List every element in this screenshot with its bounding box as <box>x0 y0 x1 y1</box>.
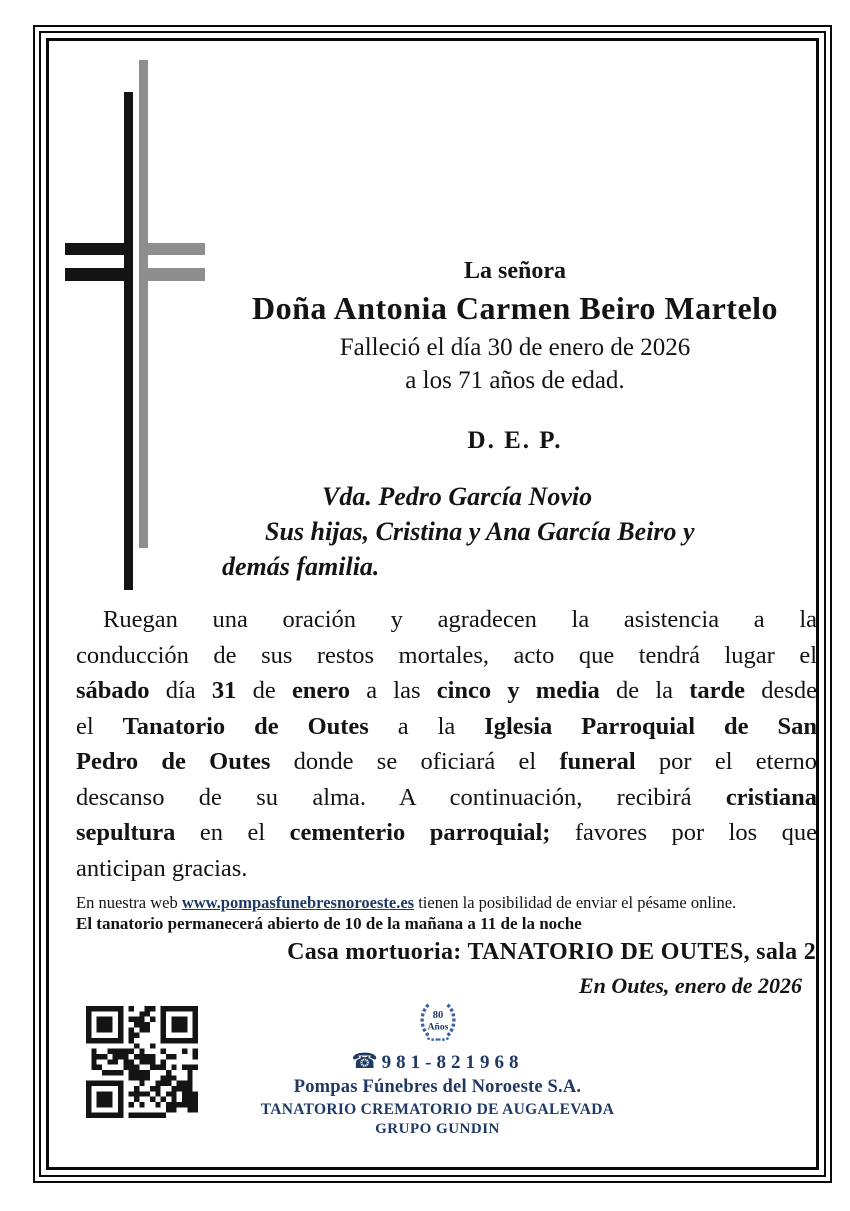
age-line: a los 71 años de edad. <box>405 367 625 394</box>
company-name: Pompas Fúnebres del Noroeste S.A. <box>293 1077 582 1097</box>
paragraph-line: el Tanatorio de Outes a la Iglesia Parroquial de San <box>76 712 817 740</box>
phone-number: 981-821968 <box>381 1052 524 1073</box>
anniversary-wreath-icon <box>412 1000 464 1042</box>
badge-label-text: Años <box>427 1021 448 1033</box>
widow-line: Vda. Pedro García Novio <box>322 482 593 511</box>
header-block <box>215 256 815 455</box>
announcement-paragraph <box>76 602 817 886</box>
daughters-line: Sus hijas, Cristina y Ana García Beiro y <box>265 517 695 546</box>
family-block <box>222 479 818 584</box>
crematorium-line: TANATORIO CREMATORIO DE AUGALEVADA <box>260 1101 615 1118</box>
cross-black-vertical <box>124 92 133 590</box>
paragraph-line: sábado día 31 de enero a las cinco y media de la tarde desde <box>76 677 818 704</box>
deceased-honorific: La señora <box>464 258 566 284</box>
phone-line <box>235 1049 640 1074</box>
web-notice-post: tienen la posibilidad de enviar el pésame online. <box>414 893 737 912</box>
mortuary-line: Casa mortuoria: TANATORIO DE OUTES, sala 2 <box>287 939 816 965</box>
cross-gray-vertical <box>139 60 148 548</box>
cross-black-crossbar-bottom <box>65 268 133 281</box>
paragraph-line: Pedro de Outes donde se oficiará el funeral por el eterno <box>76 748 817 775</box>
qr-code <box>86 1006 198 1118</box>
paragraph-line: anticipan gracias. <box>76 854 248 882</box>
web-notice-line <box>76 892 818 913</box>
dep-abbreviation: D. E. P. <box>467 427 563 454</box>
paragraph-line: conducción de sus restos mortales, acto que tendrá lugar el <box>76 641 817 669</box>
group-line: GRUPO GUNDIN <box>375 1121 500 1137</box>
phone-icon: ☎ <box>351 1049 378 1073</box>
paragraph-line: descanso de su alma. A continuación, recibirá cristiana <box>76 783 817 811</box>
cross-gray-crossbar-bottom <box>141 268 205 281</box>
pesame-web-link[interactable]: www.pompasfunebresnoroeste.es <box>181 893 415 912</box>
paragraph-line: Ruegan una oración y agradecen la asistencia a la <box>103 606 817 633</box>
funeral-home-footer <box>235 1000 640 1138</box>
place-date-line: En Outes, enero de 2026 <box>578 973 802 998</box>
death-date-line: Falleció el día 30 de enero de 2026 <box>339 334 691 361</box>
cross-black-crossbar-top <box>65 243 133 255</box>
badge-years-text: 80 <box>432 1010 443 1022</box>
deceased-name: Doña Antonia Carmen Beiro Martelo <box>251 290 779 326</box>
web-notice-pre: En nuestra web <box>76 893 182 912</box>
paragraph-line: sepultura en el cementerio parroquial; favores por los que <box>76 819 817 846</box>
cross-gray-crossbar-top <box>141 243 205 255</box>
tanatorio-hours-line: El tanatorio permanecerá abierto de 10 de la mañana a 11 de la noche <box>76 914 582 933</box>
family-rest-line: demás familia. <box>222 552 380 581</box>
